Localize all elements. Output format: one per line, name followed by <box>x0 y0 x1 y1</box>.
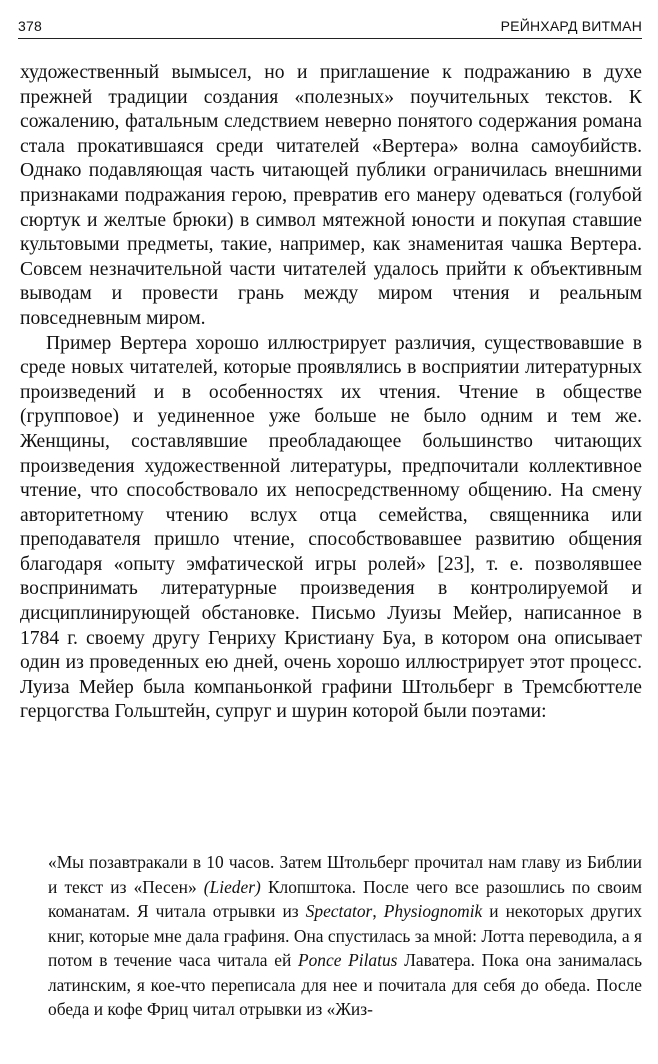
quote-italic-title: Ponce Pilatus <box>297 950 398 970</box>
quote-text: , <box>372 901 384 921</box>
main-text <box>20 61 642 725</box>
quote-text: Клопштока. После чего все разошлись по своим команатам. Я читала отрывки из <box>48 876 642 921</box>
quote-italic-title: Spectator <box>305 901 373 921</box>
quote-text: и некоторых других книг, которые мне дала графиня. Она спустилась за мной: Лотта переводила, а я потом в течение часа читала ей <box>48 901 642 970</box>
paragraph: Пример Вертера хорошо иллюстрирует различия, существовавшие в среде новых читателей, которые проявлялись в восприятии литературных произведений и в особенностях их чтения. Чтение в обществе (групповое) и уединенное уже больше не было одним и тем же. Женщины, составлявшие преобладающее большинство читающих произведения художественной литературы, предпочитали коллективное чтение, что способствовало их непосредственному общению. На смену авторитетному чтению вслух отца семейства, священника или преподавателя пришло чтение, способствовавшее развитию общения благодаря «опыту эмфатической игры ролей» [23], т. е. позволявшее воспринимать литературные произведения в контролируемой и дисциплинирующей обстановке. Письмо Луизы Мейер, написанное в 1784 г. своему другу Генриху Кристиану Буа, в котором она описывает один из проведенных ею дней, очень хорошо иллюстрирует этот процесс. Луиза Мейер была компаньонкой графини Штольберг в Тремсбюттеле герцогства Гольштейн, супруг и шурин которой были поэтами: <box>20 332 642 723</box>
page-number: 378 <box>18 18 42 34</box>
quote-italic-title: (Lieder) <box>203 876 261 897</box>
running-header <box>18 8 642 39</box>
block-quote <box>48 850 642 1022</box>
quote-paragraph <box>48 850 642 1022</box>
paragraph: художественный вымысел, но и приглашение к подражанию в духе прежней традиции создания «полезных» поучительных текстов. К сожалению, фатальным следствием неверно понятого содержания романа стала прокатившаяся среди читателей «Вертера» волна самоубийств. Однако подавляющая часть читающей публики ограничилась внешними признаками подражания герою, превратив его манеру одеваться (голубой сюртук и желтые брюки) в символ мятежной юности и покупая ставшие культовыми предметы, такие, например, как знаменитая чашка Вертера. Совсем незначительной части читателей удалось прийти к объективным выводам и провести грань между миром чтения и реальным повседневным миром. <box>20 62 642 329</box>
running-title: РЕЙНХАРД ВИТМАН <box>500 18 642 34</box>
quote-text: Лаватера. Пока она занималась латинским, я кое-что переписала для нее и почитала для себя до обеда. После обеда и кофе Фриц читал отрывки из «Жиз- <box>48 950 643 1019</box>
quote-italic-title: Physiognomik <box>383 901 483 921</box>
quote-text: «Мы позавтракали в 10 часов. Затем Штольберг прочитал нам главу из Библии и текст из «Песен» <box>48 852 642 897</box>
